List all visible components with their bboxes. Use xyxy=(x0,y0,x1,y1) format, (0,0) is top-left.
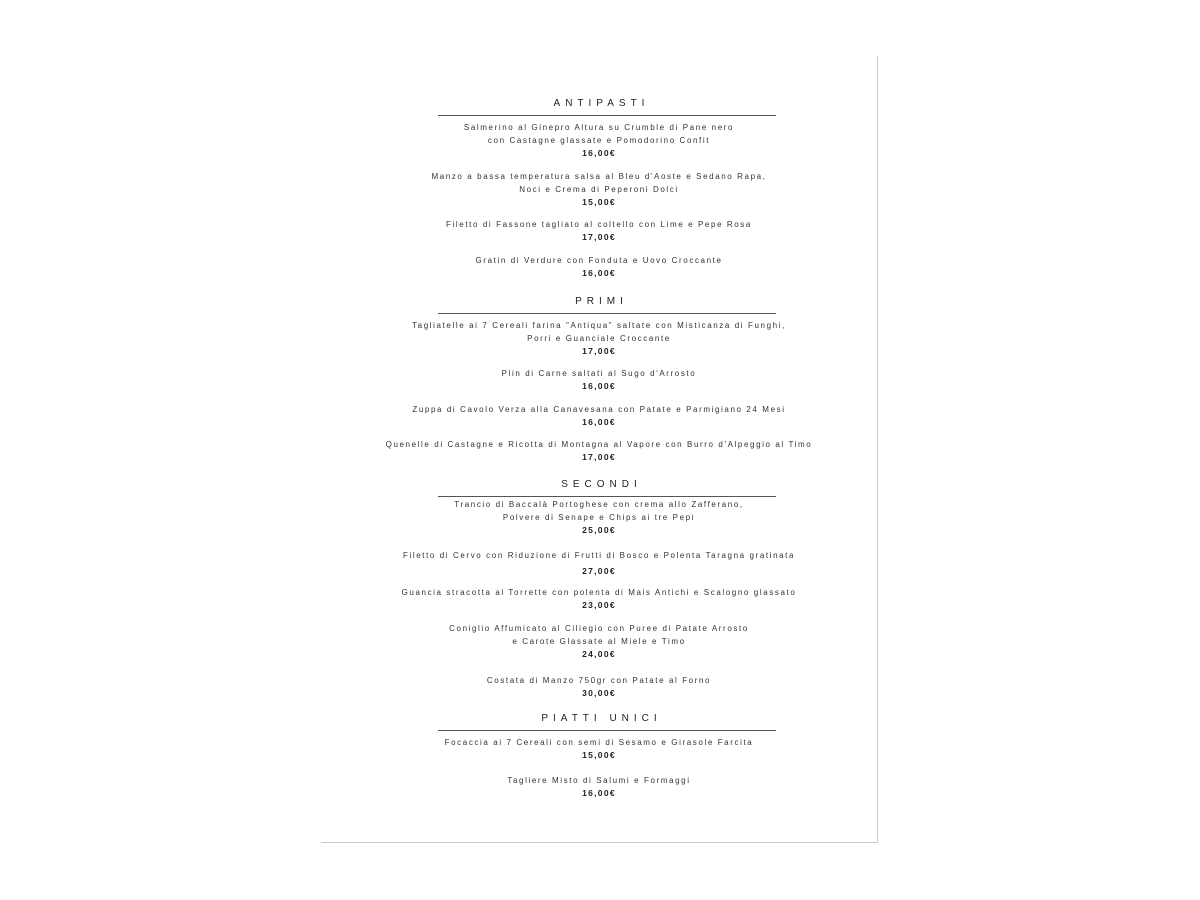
dish-description: Filetto di Cervo con Riduzione di Frutti di Bosco e Polenta Taragna gratinata xyxy=(402,551,796,560)
menu-item xyxy=(321,549,877,578)
dish-description: Focaccia ai 7 Cereali con semi di Sesamo e Girasole Farcita xyxy=(444,738,754,747)
dish-price: 15,00€ xyxy=(582,197,616,207)
dish-description: Costata di Manzo 750gr con Patate al Forno xyxy=(486,676,712,685)
menu-item xyxy=(321,622,877,661)
menu-item xyxy=(321,586,877,612)
dish-description: Plin di Carne saltati al Sugo d'Arrosto xyxy=(501,369,697,378)
dish-price: 25,00€ xyxy=(582,525,616,535)
dish-description: Tagliatelle ai 7 Cereali farina "Antiqua" saltate con Misticanza di Funghi, xyxy=(412,321,786,330)
dish-description: Quenelle di Castagne e Ricotta di Montagna al Vapore con Burro d'Alpeggio al Timo xyxy=(385,440,813,449)
menu-item xyxy=(321,438,877,464)
dish-description: Polvere di Senape e Chips ai tre Pepi xyxy=(502,513,696,522)
section-divider xyxy=(438,313,776,314)
dish-description: Manzo a bassa temperatura salsa al Bleu d'Aoste e Sedano Rapa, xyxy=(431,172,767,181)
dish-description: Gratin di Verdure con Fonduta e Uovo Croccante xyxy=(475,256,723,265)
menu-item xyxy=(321,403,877,429)
section-divider xyxy=(438,730,776,731)
dish-price: 16,00€ xyxy=(582,148,616,158)
menu-item xyxy=(321,736,877,762)
dish-description: Noci e Crema di Peperoni Dolci xyxy=(519,185,679,194)
menu-item xyxy=(321,121,877,160)
dish-price: 17,00€ xyxy=(582,452,616,462)
menu-item xyxy=(321,218,877,244)
section-divider xyxy=(438,496,776,497)
dish-description: Coniglio Affumicato al Ciliegio con Puree di Patate Arrosto xyxy=(449,624,749,633)
dish-price: 17,00€ xyxy=(582,232,616,242)
dish-description: Zuppa di Cavolo Verza alla Canavesana con Patate e Parmigiano 24 Mesi xyxy=(412,405,786,414)
dish-price: 16,00€ xyxy=(582,788,616,798)
menu-item xyxy=(321,170,877,209)
dish-price: 16,00€ xyxy=(582,268,616,278)
section-title: PIATTI UNICI xyxy=(541,713,662,724)
menu-page xyxy=(321,56,878,843)
dish-description: con Castagne glassate e Pomodorino Confit xyxy=(487,136,711,145)
dish-price: 16,00€ xyxy=(582,381,616,391)
dish-price: 24,00€ xyxy=(582,649,616,659)
dish-description: e Carote Glassate al Miele e Timo xyxy=(512,637,686,646)
menu-item xyxy=(321,774,877,800)
menu-item xyxy=(321,498,877,537)
dish-price: 23,00€ xyxy=(582,600,616,610)
menu-item xyxy=(321,367,877,393)
section-title: ANTIPASTI xyxy=(553,98,650,109)
dish-description: Porri e Guanciale Croccante xyxy=(527,334,671,343)
dish-description: Tagliere Misto di Salumi e Formaggi xyxy=(507,776,691,785)
dish-price: 27,00€ xyxy=(582,566,616,576)
dish-description: Guancia stracotta al Torrette con polenta di Mais Antichi e Scalogno glassato xyxy=(401,588,797,597)
menu-item xyxy=(321,319,877,358)
dish-description: Filetto di Fassone tagliato al coltello con Lime e Pepe Rosa xyxy=(446,220,752,229)
dish-price: 16,00€ xyxy=(582,417,616,427)
dish-price: 30,00€ xyxy=(582,688,616,698)
section-divider xyxy=(438,115,776,116)
dish-description: Salmerino al Ginepro Altura su Crumble di Pane nero xyxy=(463,123,735,132)
section-title: SECONDI xyxy=(561,479,642,490)
menu-item xyxy=(321,674,877,700)
dish-price: 15,00€ xyxy=(582,750,616,760)
section-title: PRIMI xyxy=(575,296,628,307)
dish-description: Trancio di Baccalà Portoghese con crema allo Zafferano, xyxy=(454,500,744,509)
dish-price: 17,00€ xyxy=(582,346,616,356)
menu-item xyxy=(321,254,877,280)
